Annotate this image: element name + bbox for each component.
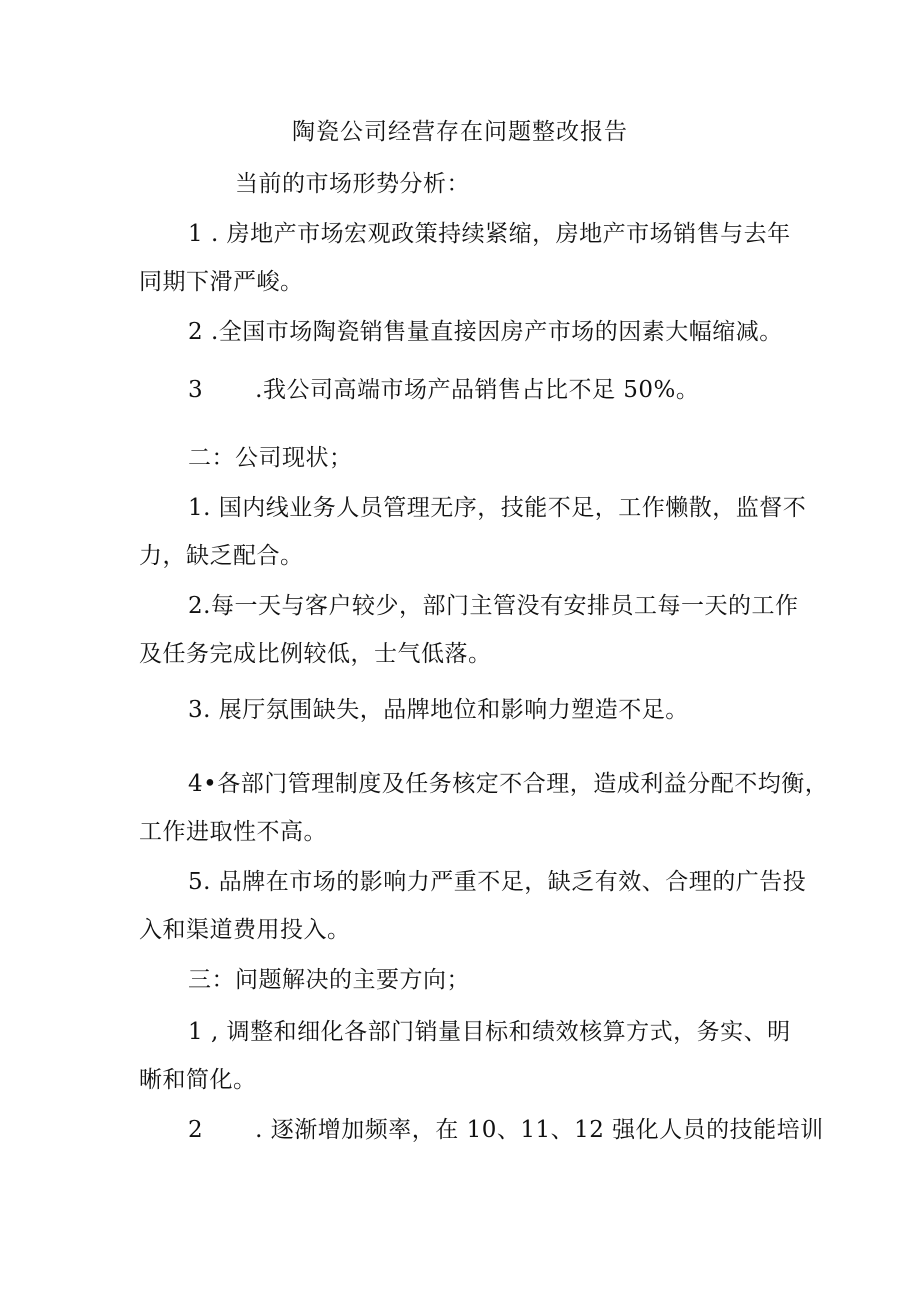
s3-item1-line2: 晰和简化。 [139,1067,257,1093]
s2-item3: 3. 展厅氛围缺失，品牌地位和影响力塑造不足。 [188,697,689,723]
s2-item2-line1: 2.每一天与客户较少，部门主管没有安排员工每一天的工作 [188,593,799,619]
s2-item4-line1: 4•各部门管理制度及任务核定不合理，造成利益分配不均衡， [188,771,829,797]
s2-item5-line2: 入和渠道费用投入。 [139,917,351,943]
s3-item1-line1: 1 , 调整和细化各部门销量目标和绩效核算方式，务实、明 [188,1019,791,1045]
s2-item1-line1: 1. 国内线业务人员管理无序，技能不足，工作懒散，监督不 [188,495,807,521]
section2-heading: 二：公司现状； [188,445,353,471]
s3-item2-text: . 逐渐增加频率，在 10、11、12 强化人员的技能培训 [255,1117,824,1143]
s1-item1-line1: 1 . 房地产市场宏观政策持续紧缩，房地产市场销售与去年 [188,221,791,247]
s2-item2-line2: 及任务完成比例较低，士气低落。 [139,641,492,667]
s2-item1-line2: 力，缺乏配合。 [139,543,304,569]
s1-item3-text: .我公司高端市场产品销售占比不足 50%。 [255,377,700,403]
s2-item4-line2: 工作进取性不高。 [139,819,327,845]
document-title: 陶瓷公司经营存在问题整改报告 [292,119,628,145]
s2-item5-line1: 5. 品牌在市场的影响力严重不足，缺乏有效、合理的广告投 [188,869,807,895]
s1-item3-number: 3 [188,377,204,403]
section3-heading: 三：问题解决的主要方向； [188,967,470,993]
s3-item2 [188,1114,848,1146]
s3-item2-number: 2 [188,1117,204,1143]
s1-item3 [188,374,848,406]
section1-heading: 当前的市场形势分析： [235,171,470,197]
s1-item1-line2: 同期下滑严峻。 [139,269,304,295]
s1-item2: 2 .全国市场陶瓷销售量直接因房产市场的因素大幅缩减。 [188,319,783,345]
